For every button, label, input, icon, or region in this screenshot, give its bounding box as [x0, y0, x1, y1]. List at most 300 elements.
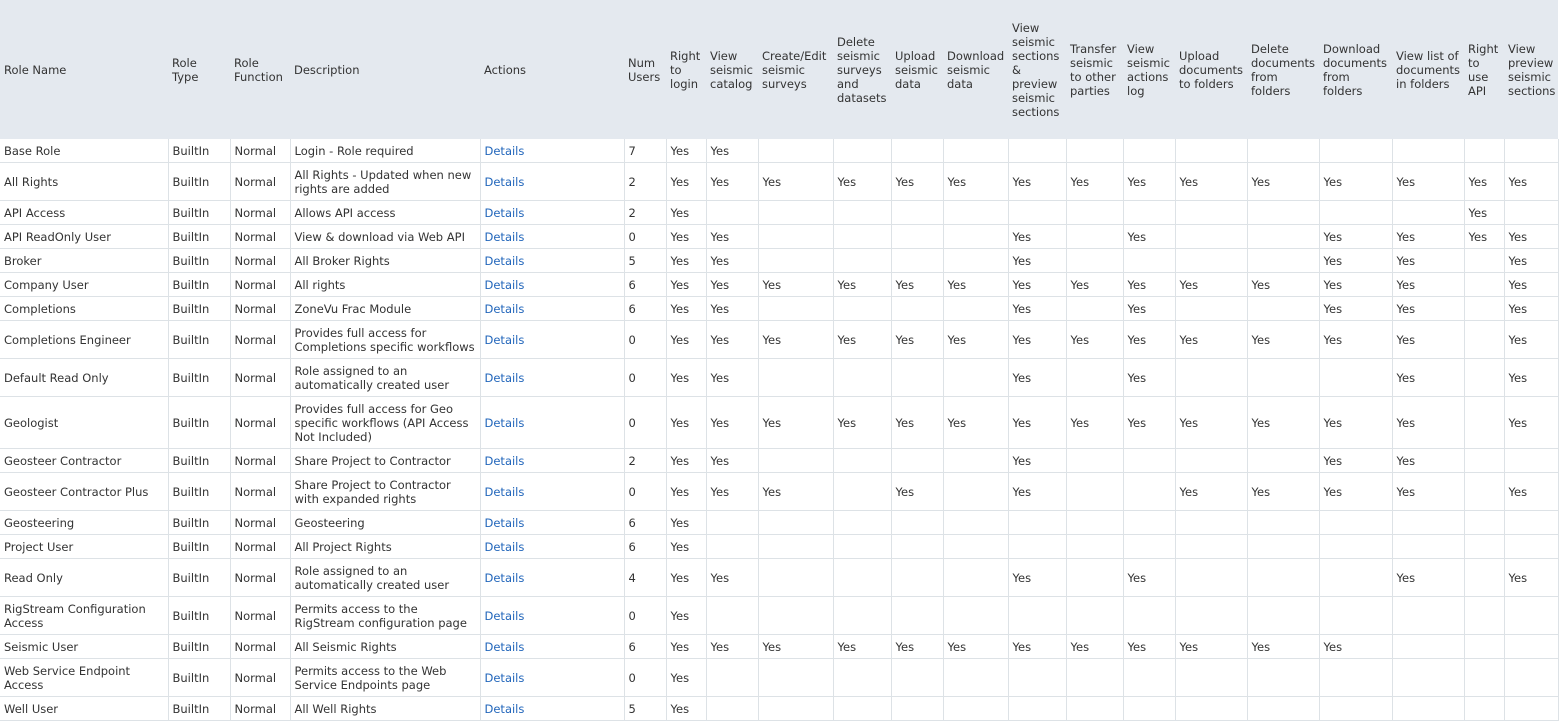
right-cell-right-to-login: Yes: [666, 163, 706, 201]
description-cell: All Rights - Updated when new rights are added: [290, 163, 480, 201]
table-row: [0, 163, 1558, 201]
right-cell-view-preview-seismic-sections: [1504, 511, 1558, 535]
right-cell-upload-documents: Yes: [1175, 635, 1247, 659]
right-cell-right-to-use-api: Yes: [1464, 163, 1504, 201]
right-cell-download-seismic-data: [943, 201, 1008, 225]
right-cell-view-seismic-actions-log: [1123, 201, 1175, 225]
right-cell-view-list-of-documents: [1392, 139, 1464, 163]
right-cell-view-seismic-sections: [1008, 511, 1066, 535]
right-cell-right-to-login: Yes: [666, 659, 706, 697]
right-cell-delete-documents: Yes: [1247, 321, 1319, 359]
right-cell-view-list-of-documents: Yes: [1392, 163, 1464, 201]
right-cell-view-seismic-sections: Yes: [1008, 163, 1066, 201]
description-cell: All rights: [290, 273, 480, 297]
right-cell-transfer-seismic: [1066, 697, 1123, 721]
right-cell-create-edit-seismic-surveys: [758, 659, 833, 697]
right-cell-right-to-use-api: [1464, 511, 1504, 535]
right-cell-transfer-seismic: [1066, 249, 1123, 273]
right-cell-right-to-login: Yes: [666, 321, 706, 359]
details-link[interactable]: Details: [484, 143, 525, 158]
right-cell-view-seismic-catalog: Yes: [706, 249, 758, 273]
actions-cell: [480, 297, 624, 321]
role-function-cell: Normal: [230, 449, 290, 473]
right-cell-view-preview-seismic-sections: Yes: [1504, 163, 1558, 201]
details-link[interactable]: Details: [484, 370, 525, 385]
right-cell-view-list-of-documents: Yes: [1392, 397, 1464, 449]
right-cell-delete-documents: [1247, 511, 1319, 535]
right-cell-download-documents: [1319, 697, 1392, 721]
actions-cell: [480, 139, 624, 163]
description-cell: View & download via Web API: [290, 225, 480, 249]
right-cell-view-seismic-sections: [1008, 659, 1066, 697]
right-cell-transfer-seismic: [1066, 201, 1123, 225]
column-header-upload-seismic-data[interactable]: Upload seismic data: [891, 0, 943, 139]
right-cell-right-to-use-api: [1464, 249, 1504, 273]
right-cell-view-preview-seismic-sections: [1504, 597, 1558, 635]
description-cell: Share Project to Contractor: [290, 449, 480, 473]
right-cell-delete-seismic-surveys-and-datasets: [833, 535, 891, 559]
right-cell-upload-seismic-data: [891, 139, 943, 163]
right-cell-view-seismic-catalog: Yes: [706, 635, 758, 659]
num-users-cell: 7: [624, 139, 666, 163]
role-name-cell: Web Service Endpoint Access: [0, 659, 168, 697]
column-header-role-name[interactable]: Role Name: [0, 0, 168, 139]
right-cell-upload-seismic-data: [891, 559, 943, 597]
right-cell-delete-seismic-surveys-and-datasets: [833, 225, 891, 249]
right-cell-view-seismic-actions-log: [1123, 249, 1175, 273]
right-cell-right-to-login: Yes: [666, 225, 706, 249]
right-cell-view-seismic-catalog: [706, 597, 758, 635]
role-function-cell: Normal: [230, 635, 290, 659]
right-cell-view-seismic-sections: Yes: [1008, 249, 1066, 273]
right-cell-create-edit-seismic-surveys: Yes: [758, 635, 833, 659]
right-cell-transfer-seismic: [1066, 511, 1123, 535]
actions-cell: [480, 201, 624, 225]
column-header-create-edit-seismic-surveys[interactable]: Create/Edit seismic surveys: [758, 0, 833, 139]
right-cell-create-edit-seismic-surveys: [758, 449, 833, 473]
right-cell-upload-documents: [1175, 511, 1247, 535]
right-cell-download-seismic-data: [943, 535, 1008, 559]
role-function-cell: Normal: [230, 163, 290, 201]
right-cell-view-seismic-catalog: Yes: [706, 559, 758, 597]
role-name-cell: API Access: [0, 201, 168, 225]
right-cell-transfer-seismic: Yes: [1066, 321, 1123, 359]
description-cell: Provides full access for Completions specific workflows: [290, 321, 480, 359]
role-type-cell: BuiltIn: [168, 139, 230, 163]
right-cell-view-list-of-documents: [1392, 535, 1464, 559]
actions-cell: [480, 535, 624, 559]
role-function-cell: Normal: [230, 359, 290, 397]
right-cell-upload-documents: [1175, 201, 1247, 225]
right-cell-upload-documents: Yes: [1175, 273, 1247, 297]
actions-cell: [480, 225, 624, 249]
role-function-cell: Normal: [230, 559, 290, 597]
right-cell-right-to-login: Yes: [666, 249, 706, 273]
right-cell-upload-documents: Yes: [1175, 397, 1247, 449]
right-cell-create-edit-seismic-surveys: [758, 511, 833, 535]
num-users-cell: 6: [624, 635, 666, 659]
right-cell-download-seismic-data: [943, 697, 1008, 721]
role-type-cell: BuiltIn: [168, 397, 230, 449]
right-cell-view-preview-seismic-sections: Yes: [1504, 297, 1558, 321]
right-cell-download-seismic-data: [943, 225, 1008, 249]
right-cell-upload-documents: [1175, 697, 1247, 721]
right-cell-upload-documents: [1175, 535, 1247, 559]
right-cell-create-edit-seismic-surveys: [758, 559, 833, 597]
right-cell-download-seismic-data: [943, 559, 1008, 597]
right-cell-right-to-use-api: [1464, 321, 1504, 359]
actions-cell: [480, 473, 624, 511]
table-row: [0, 659, 1558, 697]
right-cell-view-seismic-sections: Yes: [1008, 397, 1066, 449]
role-name-cell: Completions: [0, 297, 168, 321]
table-row: [0, 397, 1558, 449]
right-cell-right-to-use-api: [1464, 473, 1504, 511]
right-cell-delete-seismic-surveys-and-datasets: [833, 511, 891, 535]
right-cell-upload-documents: [1175, 449, 1247, 473]
column-header-upload-documents[interactable]: Upload documents to folders: [1175, 0, 1247, 139]
right-cell-right-to-use-api: [1464, 397, 1504, 449]
right-cell-view-list-of-documents: [1392, 511, 1464, 535]
num-users-cell: 6: [624, 511, 666, 535]
num-users-cell: 0: [624, 397, 666, 449]
right-cell-upload-seismic-data: [891, 697, 943, 721]
role-function-cell: Normal: [230, 321, 290, 359]
details-link[interactable]: Details: [484, 205, 525, 220]
role-function-cell: Normal: [230, 397, 290, 449]
details-link[interactable]: Details: [484, 301, 525, 316]
description-cell: Share Project to Contractor with expanded rights: [290, 473, 480, 511]
role-function-cell: Normal: [230, 139, 290, 163]
right-cell-delete-seismic-surveys-and-datasets: Yes: [833, 273, 891, 297]
description-cell: Provides full access for Geo specific workflows (API Access Not Included): [290, 397, 480, 449]
right-cell-view-seismic-actions-log: Yes: [1123, 273, 1175, 297]
column-header-role-function[interactable]: Role Function: [230, 0, 290, 139]
right-cell-download-documents: [1319, 511, 1392, 535]
num-users-cell: 6: [624, 273, 666, 297]
details-link[interactable]: Details: [484, 670, 525, 685]
right-cell-download-documents: [1319, 597, 1392, 635]
role-type-cell: BuiltIn: [168, 321, 230, 359]
right-cell-delete-seismic-surveys-and-datasets: [833, 249, 891, 273]
actions-cell: [480, 397, 624, 449]
right-cell-view-seismic-catalog: Yes: [706, 359, 758, 397]
right-cell-right-to-use-api: [1464, 659, 1504, 697]
right-cell-download-seismic-data: Yes: [943, 163, 1008, 201]
column-header-view-seismic-sections[interactable]: View seismic sections & preview seismic sections: [1008, 0, 1066, 139]
right-cell-download-seismic-data: [943, 449, 1008, 473]
details-link[interactable]: Details: [484, 332, 525, 347]
right-cell-view-seismic-catalog: Yes: [706, 297, 758, 321]
right-cell-view-seismic-catalog: [706, 201, 758, 225]
details-link[interactable]: Details: [484, 453, 525, 468]
right-cell-view-seismic-catalog: Yes: [706, 449, 758, 473]
right-cell-view-seismic-catalog: [706, 659, 758, 697]
role-type-cell: BuiltIn: [168, 297, 230, 321]
right-cell-delete-seismic-surveys-and-datasets: [833, 139, 891, 163]
num-users-cell: 0: [624, 225, 666, 249]
role-type-cell: BuiltIn: [168, 635, 230, 659]
right-cell-delete-seismic-surveys-and-datasets: [833, 597, 891, 635]
right-cell-view-seismic-actions-log: [1123, 139, 1175, 163]
right-cell-view-seismic-catalog: Yes: [706, 225, 758, 249]
role-type-cell: BuiltIn: [168, 273, 230, 297]
role-function-cell: Normal: [230, 297, 290, 321]
right-cell-create-edit-seismic-surveys: [758, 249, 833, 273]
right-cell-delete-documents: [1247, 201, 1319, 225]
right-cell-download-seismic-data: Yes: [943, 635, 1008, 659]
role-name-cell: Read Only: [0, 559, 168, 597]
details-link[interactable]: Details: [484, 174, 525, 189]
right-cell-right-to-use-api: [1464, 535, 1504, 559]
right-cell-transfer-seismic: Yes: [1066, 273, 1123, 297]
actions-cell: [480, 273, 624, 297]
right-cell-view-seismic-catalog: Yes: [706, 273, 758, 297]
role-type-cell: BuiltIn: [168, 511, 230, 535]
column-header-transfer-seismic[interactable]: Transfer seismic to other parties: [1066, 0, 1123, 139]
right-cell-view-seismic-actions-log: [1123, 473, 1175, 511]
right-cell-right-to-login: Yes: [666, 597, 706, 635]
right-cell-download-documents: Yes: [1319, 473, 1392, 511]
role-name-cell: Geosteering: [0, 511, 168, 535]
actions-cell: [480, 163, 624, 201]
column-header-right-to-use-api[interactable]: Right to use API: [1464, 0, 1504, 139]
right-cell-view-seismic-catalog: Yes: [706, 321, 758, 359]
right-cell-transfer-seismic: [1066, 297, 1123, 321]
right-cell-download-documents: Yes: [1319, 249, 1392, 273]
right-cell-create-edit-seismic-surveys: Yes: [758, 321, 833, 359]
right-cell-right-to-login: Yes: [666, 273, 706, 297]
right-cell-view-seismic-actions-log: [1123, 697, 1175, 721]
right-cell-upload-documents: [1175, 359, 1247, 397]
right-cell-right-to-use-api: [1464, 359, 1504, 397]
right-cell-delete-seismic-surveys-and-datasets: Yes: [833, 635, 891, 659]
right-cell-view-preview-seismic-sections: Yes: [1504, 559, 1558, 597]
right-cell-upload-seismic-data: [891, 597, 943, 635]
column-header-num-users[interactable]: Num Users: [624, 0, 666, 139]
right-cell-view-seismic-actions-log: Yes: [1123, 635, 1175, 659]
details-link[interactable]: Details: [484, 415, 525, 430]
num-users-cell: 5: [624, 697, 666, 721]
right-cell-upload-documents: [1175, 597, 1247, 635]
right-cell-transfer-seismic: Yes: [1066, 635, 1123, 659]
actions-cell: [480, 597, 624, 635]
details-link[interactable]: Details: [484, 229, 525, 244]
column-header-role-type[interactable]: Role Type: [168, 0, 230, 139]
right-cell-create-edit-seismic-surveys: [758, 359, 833, 397]
details-link[interactable]: Details: [484, 539, 525, 554]
right-cell-right-to-use-api: [1464, 635, 1504, 659]
details-link[interactable]: Details: [484, 253, 525, 268]
role-name-cell: Broker: [0, 249, 168, 273]
table-row: [0, 473, 1558, 511]
right-cell-view-preview-seismic-sections: [1504, 697, 1558, 721]
actions-cell: [480, 635, 624, 659]
right-cell-view-preview-seismic-sections: Yes: [1504, 225, 1558, 249]
right-cell-view-preview-seismic-sections: [1504, 635, 1558, 659]
right-cell-right-to-login: Yes: [666, 397, 706, 449]
right-cell-delete-documents: [1247, 535, 1319, 559]
right-cell-view-seismic-catalog: [706, 535, 758, 559]
column-header-download-documents[interactable]: Download documents from folders: [1319, 0, 1392, 139]
right-cell-right-to-login: Yes: [666, 635, 706, 659]
details-link[interactable]: Details: [484, 570, 525, 585]
right-cell-right-to-login: Yes: [666, 697, 706, 721]
right-cell-delete-seismic-surveys-and-datasets: [833, 297, 891, 321]
role-type-cell: BuiltIn: [168, 597, 230, 635]
right-cell-delete-documents: [1247, 139, 1319, 163]
column-header-view-list-of-documents[interactable]: View list of documents in folders: [1392, 0, 1464, 139]
right-cell-delete-seismic-surveys-and-datasets: Yes: [833, 397, 891, 449]
right-cell-delete-documents: [1247, 449, 1319, 473]
right-cell-view-seismic-sections: Yes: [1008, 297, 1066, 321]
right-cell-right-to-login: Yes: [666, 535, 706, 559]
column-header-right-to-login[interactable]: Right to login: [666, 0, 706, 139]
column-header-view-seismic-actions-log[interactable]: View seismic actions log: [1123, 0, 1175, 139]
right-cell-download-documents: [1319, 535, 1392, 559]
details-link[interactable]: Details: [484, 515, 525, 530]
details-link[interactable]: Details: [484, 608, 525, 623]
role-function-cell: Normal: [230, 273, 290, 297]
num-users-cell: 0: [624, 659, 666, 697]
role-name-cell: Geosteer Contractor Plus: [0, 473, 168, 511]
right-cell-view-seismic-sections: [1008, 139, 1066, 163]
column-header-delete-seismic-surveys-and-datasets[interactable]: Delete seismic surveys and datasets: [833, 0, 891, 139]
right-cell-delete-documents: [1247, 697, 1319, 721]
right-cell-create-edit-seismic-surveys: [758, 225, 833, 249]
role-function-cell: Normal: [230, 511, 290, 535]
right-cell-create-edit-seismic-surveys: [758, 697, 833, 721]
right-cell-view-list-of-documents: Yes: [1392, 297, 1464, 321]
right-cell-view-seismic-catalog: Yes: [706, 163, 758, 201]
table-row: [0, 597, 1558, 635]
right-cell-view-preview-seismic-sections: Yes: [1504, 359, 1558, 397]
role-function-cell: Normal: [230, 225, 290, 249]
details-link[interactable]: Details: [484, 701, 525, 716]
right-cell-upload-seismic-data: Yes: [891, 397, 943, 449]
num-users-cell: 4: [624, 559, 666, 597]
right-cell-view-list-of-documents: Yes: [1392, 559, 1464, 597]
details-link[interactable]: Details: [484, 484, 525, 499]
column-header-delete-documents[interactable]: Delete documents from folders: [1247, 0, 1319, 139]
right-cell-delete-documents: [1247, 249, 1319, 273]
right-cell-create-edit-seismic-surveys: Yes: [758, 273, 833, 297]
right-cell-view-list-of-documents: Yes: [1392, 449, 1464, 473]
right-cell-view-preview-seismic-sections: [1504, 139, 1558, 163]
table-row: [0, 249, 1558, 273]
right-cell-download-seismic-data: [943, 297, 1008, 321]
num-users-cell: 6: [624, 535, 666, 559]
right-cell-upload-documents: [1175, 659, 1247, 697]
right-cell-create-edit-seismic-surveys: Yes: [758, 163, 833, 201]
details-link[interactable]: Details: [484, 639, 525, 654]
table-row: [0, 225, 1558, 249]
right-cell-view-seismic-actions-log: Yes: [1123, 397, 1175, 449]
table-row: [0, 449, 1558, 473]
right-cell-download-documents: Yes: [1319, 397, 1392, 449]
role-type-cell: BuiltIn: [168, 359, 230, 397]
right-cell-upload-documents: [1175, 139, 1247, 163]
actions-cell: [480, 249, 624, 273]
right-cell-transfer-seismic: [1066, 597, 1123, 635]
role-name-cell: Default Read Only: [0, 359, 168, 397]
right-cell-download-documents: Yes: [1319, 273, 1392, 297]
right-cell-delete-documents: Yes: [1247, 273, 1319, 297]
right-cell-view-list-of-documents: [1392, 635, 1464, 659]
right-cell-create-edit-seismic-surveys: [758, 297, 833, 321]
right-cell-create-edit-seismic-surveys: [758, 597, 833, 635]
right-cell-upload-seismic-data: Yes: [891, 163, 943, 201]
right-cell-delete-seismic-surveys-and-datasets: [833, 449, 891, 473]
right-cell-view-preview-seismic-sections: Yes: [1504, 249, 1558, 273]
details-link[interactable]: Details: [484, 277, 525, 292]
column-header-view-seismic-catalog[interactable]: View seismic catalog: [706, 0, 758, 139]
table-body: [0, 139, 1558, 721]
description-cell: All Well Rights: [290, 697, 480, 721]
right-cell-transfer-seismic: [1066, 473, 1123, 511]
actions-cell: [480, 559, 624, 597]
right-cell-view-seismic-actions-log: [1123, 659, 1175, 697]
role-name-cell: Company User: [0, 273, 168, 297]
right-cell-transfer-seismic: [1066, 359, 1123, 397]
right-cell-create-edit-seismic-surveys: [758, 535, 833, 559]
right-cell-right-to-login: Yes: [666, 201, 706, 225]
right-cell-download-documents: [1319, 359, 1392, 397]
right-cell-create-edit-seismic-surveys: Yes: [758, 397, 833, 449]
num-users-cell: 0: [624, 359, 666, 397]
right-cell-upload-documents: Yes: [1175, 473, 1247, 511]
num-users-cell: 6: [624, 297, 666, 321]
column-header-description[interactable]: Description: [290, 0, 480, 139]
role-type-cell: BuiltIn: [168, 473, 230, 511]
role-function-cell: Normal: [230, 597, 290, 635]
right-cell-right-to-login: Yes: [666, 359, 706, 397]
right-cell-delete-documents: Yes: [1247, 163, 1319, 201]
right-cell-delete-seismic-surveys-and-datasets: Yes: [833, 163, 891, 201]
column-header-download-seismic-data[interactable]: Download seismic data: [943, 0, 1008, 139]
right-cell-view-seismic-actions-log: Yes: [1123, 359, 1175, 397]
right-cell-view-preview-seismic-sections: [1504, 659, 1558, 697]
right-cell-view-seismic-actions-log: [1123, 511, 1175, 535]
right-cell-view-seismic-actions-log: [1123, 597, 1175, 635]
right-cell-delete-seismic-surveys-and-datasets: [833, 473, 891, 511]
right-cell-transfer-seismic: [1066, 139, 1123, 163]
role-function-cell: Normal: [230, 201, 290, 225]
right-cell-view-list-of-documents: Yes: [1392, 321, 1464, 359]
description-cell: Role assigned to an automatically created user: [290, 559, 480, 597]
right-cell-delete-seismic-surveys-and-datasets: [833, 201, 891, 225]
column-header-actions[interactable]: Actions: [480, 0, 624, 139]
right-cell-view-seismic-sections: Yes: [1008, 559, 1066, 597]
right-cell-view-seismic-sections: Yes: [1008, 321, 1066, 359]
right-cell-right-to-use-api: [1464, 559, 1504, 597]
right-cell-delete-documents: [1247, 659, 1319, 697]
role-function-cell: Normal: [230, 535, 290, 559]
right-cell-download-documents: [1319, 559, 1392, 597]
right-cell-upload-seismic-data: Yes: [891, 635, 943, 659]
right-cell-delete-seismic-surveys-and-datasets: [833, 697, 891, 721]
role-type-cell: BuiltIn: [168, 697, 230, 721]
right-cell-upload-documents: [1175, 249, 1247, 273]
right-cell-download-seismic-data: [943, 249, 1008, 273]
role-function-cell: Normal: [230, 473, 290, 511]
right-cell-upload-seismic-data: [891, 659, 943, 697]
column-header-view-preview-seismic-sections[interactable]: View preview seismic sections: [1504, 0, 1558, 139]
right-cell-delete-documents: Yes: [1247, 473, 1319, 511]
right-cell-upload-documents: [1175, 225, 1247, 249]
role-name-cell: Well User: [0, 697, 168, 721]
right-cell-upload-documents: Yes: [1175, 321, 1247, 359]
